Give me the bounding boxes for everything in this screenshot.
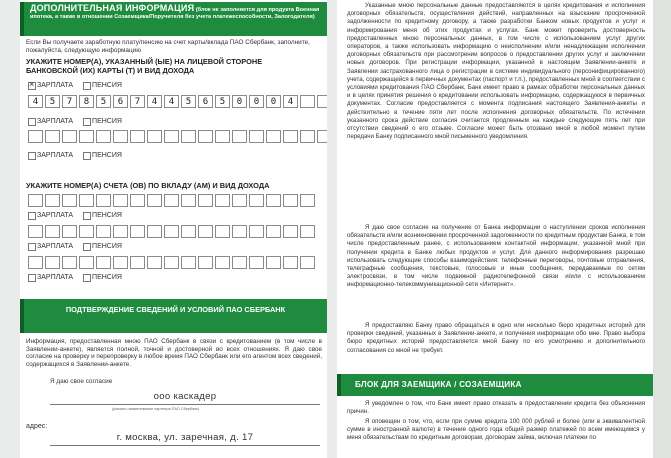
borrower-paragraph-2: Я оповещен о том, что, если при сумме кредита 100 000 рублей и более (или в эквивалентной сумме в иностранной валюте) в течение одного года общий размер платежей по всем имеющимся у меня обязательствам по кредитным договорам, договорам займа, включая платежи по [347, 418, 645, 442]
digit-box[interactable]: 4 [28, 95, 43, 108]
digit-box[interactable] [266, 256, 281, 269]
salary-option-label: ЗАРПЛАТА [37, 118, 74, 125]
digit-box[interactable] [164, 130, 179, 143]
digit-box[interactable] [317, 95, 327, 108]
salary-intro-text: Если Вы получаете заработную плату/пенсию на счет карты/вклада ПАО Сбербанк, заполните, пожалуйста, следующую информацию [26, 39, 310, 54]
confirm-text: Информация, предоставленная мною ПАО Сбербанк в связи с кредитованием (в том числе в Заявлении-анкете), является полной, точной и достоверной во всех отношениях. Я даю свое согласие на проверку и перепроверку в любое время ПАО Сбербанк или его агентом всех сведений, содержащихся в Заявлении-анкете. [26, 338, 322, 368]
address-field[interactable]: г. москва, ул. заречная, д. 17 [50, 432, 320, 446]
consent-paragraph-1: Указанные мною персональные данные предоставляются в целях кредитования и исполнения договорных обязательств, осуществления действий, направленных на взыскание просроченной задолженности по кредитному договору, а также разработки Банком новых продуктов и услуг и информирования меня об этих продуктах и услугах. Банк может проверить достоверность предоставленных мною персональных данных, в том числе с использованием услуг других операторов, а также использовать информацию о неисполнении и/или ненадлежащем исполнении договорных обязательств при рассмотрении вопросов о предоставлении других услуг и заключении новых договоров. При регистрации информации, указанной в настоящем Заявлении-анкете и Заявлении застрахованного лица о регистрации в системе индивидуального (персонифицированного) учета, содержащейся в первичных документах (паспорт и т.п.), предоставленных мной в соответствии с условиями кредитования ПАО Сбербанк, Банк имеет право в рамках обработки персональных данных и в целях принятия решения о кредитовании использовать информацию, содержащуюся в первичных документах. Согласие предоставляется с момента подписания настоящего Заявления-анкеты и действительно в течение пяти лет после исполнения договорных обязательств. По истечении указанного срока действие согласия считается продленным на каждые следующие пять лет при отсутствии сведений о его отзыве. Согласие может быть отозвано мной в любой момент путем передачи Банку подписанного мной письменного уведомления. [347, 2, 645, 141]
digit-box[interactable] [283, 225, 298, 238]
digit-box[interactable] [181, 194, 196, 207]
salary-option-label: ЗАРПЛАТА [37, 274, 74, 281]
salary-checkbox[interactable] [28, 152, 36, 160]
digit-box[interactable] [317, 130, 327, 143]
digit-box[interactable] [96, 225, 111, 238]
digit-box[interactable] [164, 256, 179, 269]
digit-box[interactable] [28, 256, 43, 269]
digit-box[interactable] [300, 194, 315, 207]
digit-box[interactable] [266, 194, 281, 207]
digit-box[interactable] [45, 194, 60, 207]
salary-checkbox[interactable] [28, 82, 36, 90]
digit-box[interactable] [96, 194, 111, 207]
digit-box[interactable]: 4 [164, 95, 179, 108]
consent-line: Я даю свое согласие [50, 378, 113, 385]
digit-box[interactable] [266, 130, 281, 143]
digit-box[interactable]: 0 [266, 95, 281, 108]
account-boxes-2 [28, 225, 317, 238]
digit-box[interactable]: 4 [283, 95, 298, 108]
salary-checkbox[interactable] [28, 274, 36, 282]
digit-box[interactable] [283, 194, 298, 207]
digit-box[interactable] [300, 130, 315, 143]
digit-box[interactable] [113, 225, 128, 238]
account-boxes-1 [28, 194, 317, 207]
consent-paragraph-3: Я предоставляю Банку право обращаться в одно или несколько бюро кредитных историй для проверки сведений, указанных в Заявлении-анкете, и получения информации обо мне. Право выбора бюро кредитных историй предоставляется мной Банку по его усмотрению и дополнительного согласования со мной не требует. [347, 322, 645, 354]
pension-option-label: ПЕНСИЯ [92, 274, 122, 281]
digit-box[interactable] [198, 225, 213, 238]
salary-checkbox[interactable] [28, 212, 36, 220]
digit-box[interactable] [164, 194, 179, 207]
pension-checkbox[interactable] [83, 243, 91, 251]
digit-box[interactable]: 5 [181, 95, 196, 108]
digit-box[interactable] [164, 225, 179, 238]
pension-checkbox[interactable] [83, 152, 91, 160]
card-number-boxes-2 [28, 130, 327, 143]
salary-checkbox[interactable] [28, 243, 36, 251]
partner-caption: (указать наименование партнера ПАО Сбербанк) [112, 407, 200, 411]
card-number-label: УКАЖИТЕ НОМЕР(А), УКАЗАННЫЙ (ЫЕ) НА ЛИЦЕВОЙ СТОРОНЕ БАНКОВСКОЙ (ИХ) КАРТЫ (Т) И ВИД ДОХОДА [26, 57, 263, 75]
digit-box[interactable] [300, 95, 315, 108]
digit-box[interactable] [113, 194, 128, 207]
digit-box[interactable] [28, 130, 43, 143]
left-page [20, 0, 327, 458]
digit-box[interactable] [283, 130, 298, 143]
digit-box[interactable] [232, 225, 247, 238]
additional-info-note: (блок не заполняется для продукта Военная ипотека, а также в отношении Созаемщика/Поручителя без учета платежеспособности, Залогодателя) [30, 7, 320, 20]
account-income-type-row-1 [28, 212, 132, 220]
pension-checkbox[interactable] [83, 212, 91, 220]
digit-box[interactable] [62, 225, 77, 238]
digit-box[interactable] [62, 130, 77, 143]
salary-checkbox[interactable] [28, 118, 36, 126]
digit-box[interactable] [198, 256, 213, 269]
account-boxes-3 [28, 256, 317, 269]
digit-box[interactable] [266, 225, 281, 238]
digit-box[interactable]: 7 [130, 95, 145, 108]
digit-box[interactable] [96, 130, 111, 143]
pension-checkbox[interactable] [83, 82, 91, 90]
salary-option-label: ЗАРПЛАТА [37, 152, 74, 159]
partner-name-field[interactable]: ооо каскадер [50, 391, 320, 405]
digit-box[interactable] [215, 225, 230, 238]
digit-box[interactable] [45, 225, 60, 238]
pension-option-label: ПЕНСИЯ [92, 212, 122, 219]
pension-option-label: ПЕНСИЯ [92, 118, 122, 125]
salary-option-label: ЗАРПЛАТА [37, 243, 74, 250]
digit-box[interactable]: 0 [232, 95, 247, 108]
digit-box[interactable] [283, 256, 298, 269]
digit-box[interactable] [62, 256, 77, 269]
card-income-type-row-1 [28, 82, 132, 90]
account-income-type-row-3 [28, 274, 132, 282]
digit-box[interactable] [45, 130, 60, 143]
salary-option-label: ЗАРПЛАТА [37, 82, 74, 89]
digit-box[interactable] [147, 225, 162, 238]
digit-box[interactable] [232, 194, 247, 207]
digit-box[interactable] [249, 130, 264, 143]
digit-box[interactable]: 6 [198, 95, 213, 108]
digit-box[interactable] [249, 225, 264, 238]
card-number-boxes-1 [28, 95, 327, 108]
digit-box[interactable] [79, 194, 94, 207]
digit-box[interactable] [130, 130, 145, 143]
digit-box[interactable]: 7 [62, 95, 77, 108]
digit-box[interactable]: 8 [79, 95, 94, 108]
digit-box[interactable]: 5 [215, 95, 230, 108]
digit-box[interactable]: 4 [147, 95, 162, 108]
card-income-type-row-2 [28, 118, 132, 126]
digit-box[interactable]: 5 [96, 95, 111, 108]
digit-box[interactable] [130, 225, 145, 238]
pension-option-label: ПЕНСИЯ [92, 152, 122, 159]
pension-option-label: ПЕНСИЯ [92, 82, 122, 89]
card-income-type-row-3 [28, 152, 132, 160]
consent-paragraph-2: Я даю свое согласие на получение от Банка информации о наступлении сроков исполнения обязательств и/или возникновении просроченной задолженности по кредитным продуктам Банка, в том числе предоставленным ранее, с использованием контактной информации, указанной мной при получении кредита в Банке любых продуктов и услуг. Для данного информирования разрешаю использовать следующие способы взаимодействия: телефонные переговоры, почтовые отправления, телеграфные сообщения, текстовые, голосовые и иные сообщения, передаваемые по сетям электросвязи, в том числе подвижной радиотелефонной связи и/или с использованием информационно-телекоммуникационной сети «Интернет». [347, 224, 645, 289]
digit-box[interactable] [147, 256, 162, 269]
digit-box[interactable]: 0 [249, 95, 264, 108]
digit-box[interactable] [215, 256, 230, 269]
borrower-block-header: БЛОК ДЛЯ ЗАЕМЩИКА / СОЗАЕМЩИКА [337, 374, 653, 396]
digit-box[interactable] [249, 194, 264, 207]
digit-box[interactable] [28, 225, 43, 238]
address-label: адрес: [26, 423, 48, 430]
additional-info-header [20, 2, 327, 36]
confirm-header: ПОДТВЕРЖДЕНИЕ СВЕДЕНИЙ И УСЛОВИЙ ПАО СБЕРБАНК [20, 299, 327, 333]
digit-box[interactable] [232, 130, 247, 143]
borrower-paragraph-1: Я уведомлен о том, что Банк имеет право отказать в предоставлении кредита без объяснения причин. [347, 400, 645, 416]
digit-box[interactable] [198, 130, 213, 143]
digit-box[interactable] [28, 194, 43, 207]
digit-box[interactable] [113, 130, 128, 143]
salary-option-label: ЗАРПЛАТА [37, 212, 74, 219]
page-edge [653, 0, 671, 458]
digit-box[interactable] [45, 256, 60, 269]
additional-info-title: ДОПОЛНИТЕЛЬНАЯ ИНФОРМАЦИЯ [30, 3, 195, 13]
digit-box[interactable]: 6 [113, 95, 128, 108]
digit-box[interactable]: 5 [45, 95, 60, 108]
pension-option-label: ПЕНСИЯ [92, 243, 122, 250]
digit-box[interactable] [249, 256, 264, 269]
digit-box[interactable] [130, 256, 145, 269]
right-page [337, 0, 653, 458]
digit-box[interactable] [130, 194, 145, 207]
digit-box[interactable] [215, 130, 230, 143]
digit-box[interactable] [300, 256, 315, 269]
account-number-label: УКАЖИТЕ НОМЕР(А) СЧЕТА (ОВ) ПО ВКЛАДУ (АМ) И ВИД ДОХОДА [26, 181, 270, 190]
account-income-type-row-2 [28, 243, 132, 251]
digit-box[interactable] [300, 225, 315, 238]
digit-box[interactable] [181, 130, 196, 143]
digit-box[interactable] [96, 256, 111, 269]
digit-box[interactable] [215, 194, 230, 207]
pension-checkbox[interactable] [83, 274, 91, 282]
digit-box[interactable] [62, 194, 77, 207]
digit-box[interactable] [147, 194, 162, 207]
digit-box[interactable] [198, 194, 213, 207]
digit-box[interactable] [147, 130, 162, 143]
pension-checkbox[interactable] [83, 118, 91, 126]
digit-box[interactable] [181, 225, 196, 238]
digit-box[interactable] [181, 256, 196, 269]
digit-box[interactable] [79, 130, 94, 143]
digit-box[interactable] [79, 225, 94, 238]
digit-box[interactable] [232, 256, 247, 269]
digit-box[interactable] [113, 256, 128, 269]
digit-box[interactable] [79, 256, 94, 269]
